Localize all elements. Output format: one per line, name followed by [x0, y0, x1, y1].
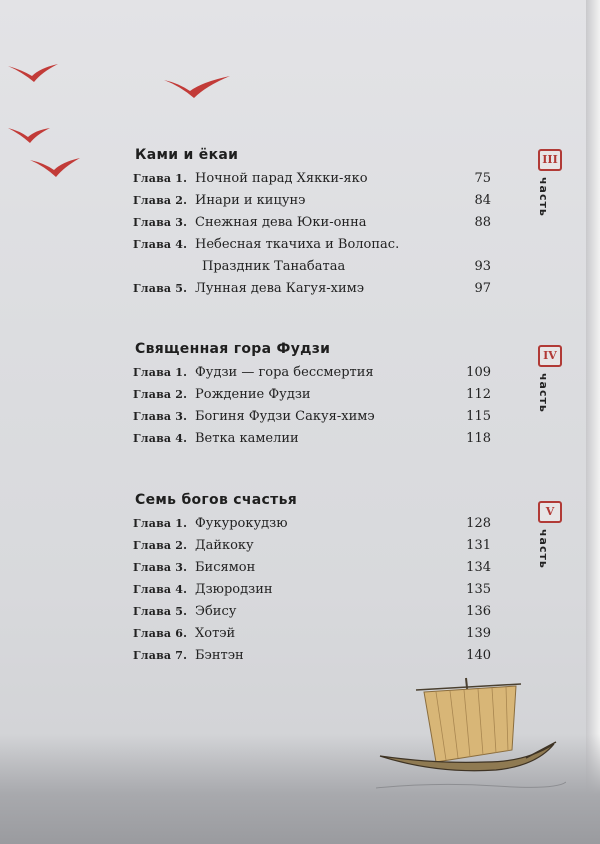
section-kami-yokai [133, 147, 503, 300]
page-number: 109 [466, 365, 491, 380]
chapter-label: Глава 3. [133, 561, 188, 574]
page-number: 134 [466, 560, 491, 575]
section-title: Ками и ёкаи [135, 147, 239, 163]
chapter-label: Глава 5. [133, 282, 188, 295]
page-number: 131 [466, 538, 491, 553]
bird-icon [8, 64, 58, 82]
chapter-label: Глава 2. [133, 388, 188, 401]
page-number: 115 [466, 409, 491, 424]
toc-entry-continuation[interactable] [133, 256, 503, 278]
part-label: часть [537, 373, 550, 413]
entry-title: Ветка камелии [195, 431, 299, 446]
bird-icon [30, 158, 80, 177]
section-seven-gods [133, 492, 503, 667]
part-numeral: III [538, 149, 562, 171]
chapter-label: Глава 1. [133, 517, 188, 530]
page-number: 135 [466, 582, 491, 597]
entry-title: Рождение Фудзи [195, 387, 311, 402]
toc-entry[interactable] [133, 579, 503, 601]
page-number: 88 [474, 215, 491, 230]
page-number: 139 [466, 626, 491, 641]
toc-entry[interactable] [133, 234, 503, 256]
toc-entry[interactable] [133, 406, 503, 428]
chapter-label: Глава 3. [133, 410, 188, 423]
entry-title: Фукурокудзю [195, 516, 288, 531]
section-title: Семь богов счастья [135, 492, 298, 508]
page-edge [586, 0, 600, 844]
section-title: Священная гора Фудзи [135, 341, 331, 357]
birds-illustration [0, 0, 120, 200]
page-number: 118 [466, 431, 491, 446]
entry-title: Бэнтэн [195, 648, 244, 663]
entry-title: Эбису [195, 604, 237, 619]
entry-title: Хотэй [195, 626, 236, 641]
toc-entry[interactable] [133, 645, 503, 667]
toc-entry[interactable] [133, 362, 503, 384]
part-marker-5 [537, 500, 563, 569]
entry-title-continuation: Праздник Танабатаа [202, 259, 346, 274]
entry-title: Небесная ткачиха и Волопас. [195, 237, 400, 252]
part-label: часть [537, 529, 550, 569]
part-numeral: IV [538, 345, 562, 367]
toc-entry[interactable] [133, 428, 503, 450]
toc-entry[interactable] [133, 535, 503, 557]
chapter-label: Глава 1. [133, 366, 188, 379]
page-number: 97 [474, 281, 491, 296]
chapter-label: Глава 4. [133, 238, 188, 251]
page-number: 75 [474, 171, 491, 186]
chapter-label: Глава 7. [133, 649, 188, 662]
toc-entry[interactable] [133, 623, 503, 645]
page-number: 140 [466, 648, 491, 663]
entry-title: Фудзи — гора бессмертия [195, 365, 374, 380]
chapter-label: Глава 2. [133, 539, 188, 552]
chapter-label: Глава 4. [133, 432, 188, 445]
toc-entry[interactable] [133, 212, 503, 234]
entry-title: Дайкоку [195, 538, 254, 553]
page-number: 84 [474, 193, 491, 208]
bird-icon [8, 128, 50, 143]
entry-title: Богиня Фудзи Сакуя-химэ [195, 409, 375, 424]
page-number: 93 [474, 259, 491, 274]
bird-icon [160, 72, 240, 102]
entry-title: Дзюродзин [195, 582, 273, 597]
toc-entry[interactable] [133, 168, 503, 190]
toc-entry[interactable] [133, 513, 503, 535]
page-number: 136 [466, 604, 491, 619]
chapter-label: Глава 3. [133, 216, 188, 229]
toc-entry[interactable] [133, 557, 503, 579]
chapter-label: Глава 4. [133, 583, 188, 596]
page-number: 128 [466, 516, 491, 531]
chapter-label: Глава 2. [133, 194, 188, 207]
entry-title: Бисямон [195, 560, 256, 575]
toc-entry[interactable] [133, 278, 503, 300]
chapter-label: Глава 1. [133, 172, 188, 185]
part-marker-3 [537, 148, 563, 217]
page-number: 112 [466, 387, 491, 402]
section-fuji [133, 341, 503, 450]
toc-entry[interactable] [133, 384, 503, 406]
entry-title: Ночной парад Хякки-яко [195, 171, 368, 186]
toc-entry[interactable] [133, 190, 503, 212]
part-label: часть [537, 177, 550, 217]
entry-title: Лунная дева Кагуя-химэ [195, 281, 365, 296]
toc-entry[interactable] [133, 601, 503, 623]
part-numeral: V [538, 501, 562, 523]
part-marker-4 [537, 344, 563, 413]
sailboat-icon [376, 670, 566, 800]
entry-title: Снежная дева Юки-онна [195, 215, 367, 230]
chapter-label: Глава 5. [133, 605, 188, 618]
entry-title: Инари и кицунэ [195, 193, 306, 208]
chapter-label: Глава 6. [133, 627, 188, 640]
